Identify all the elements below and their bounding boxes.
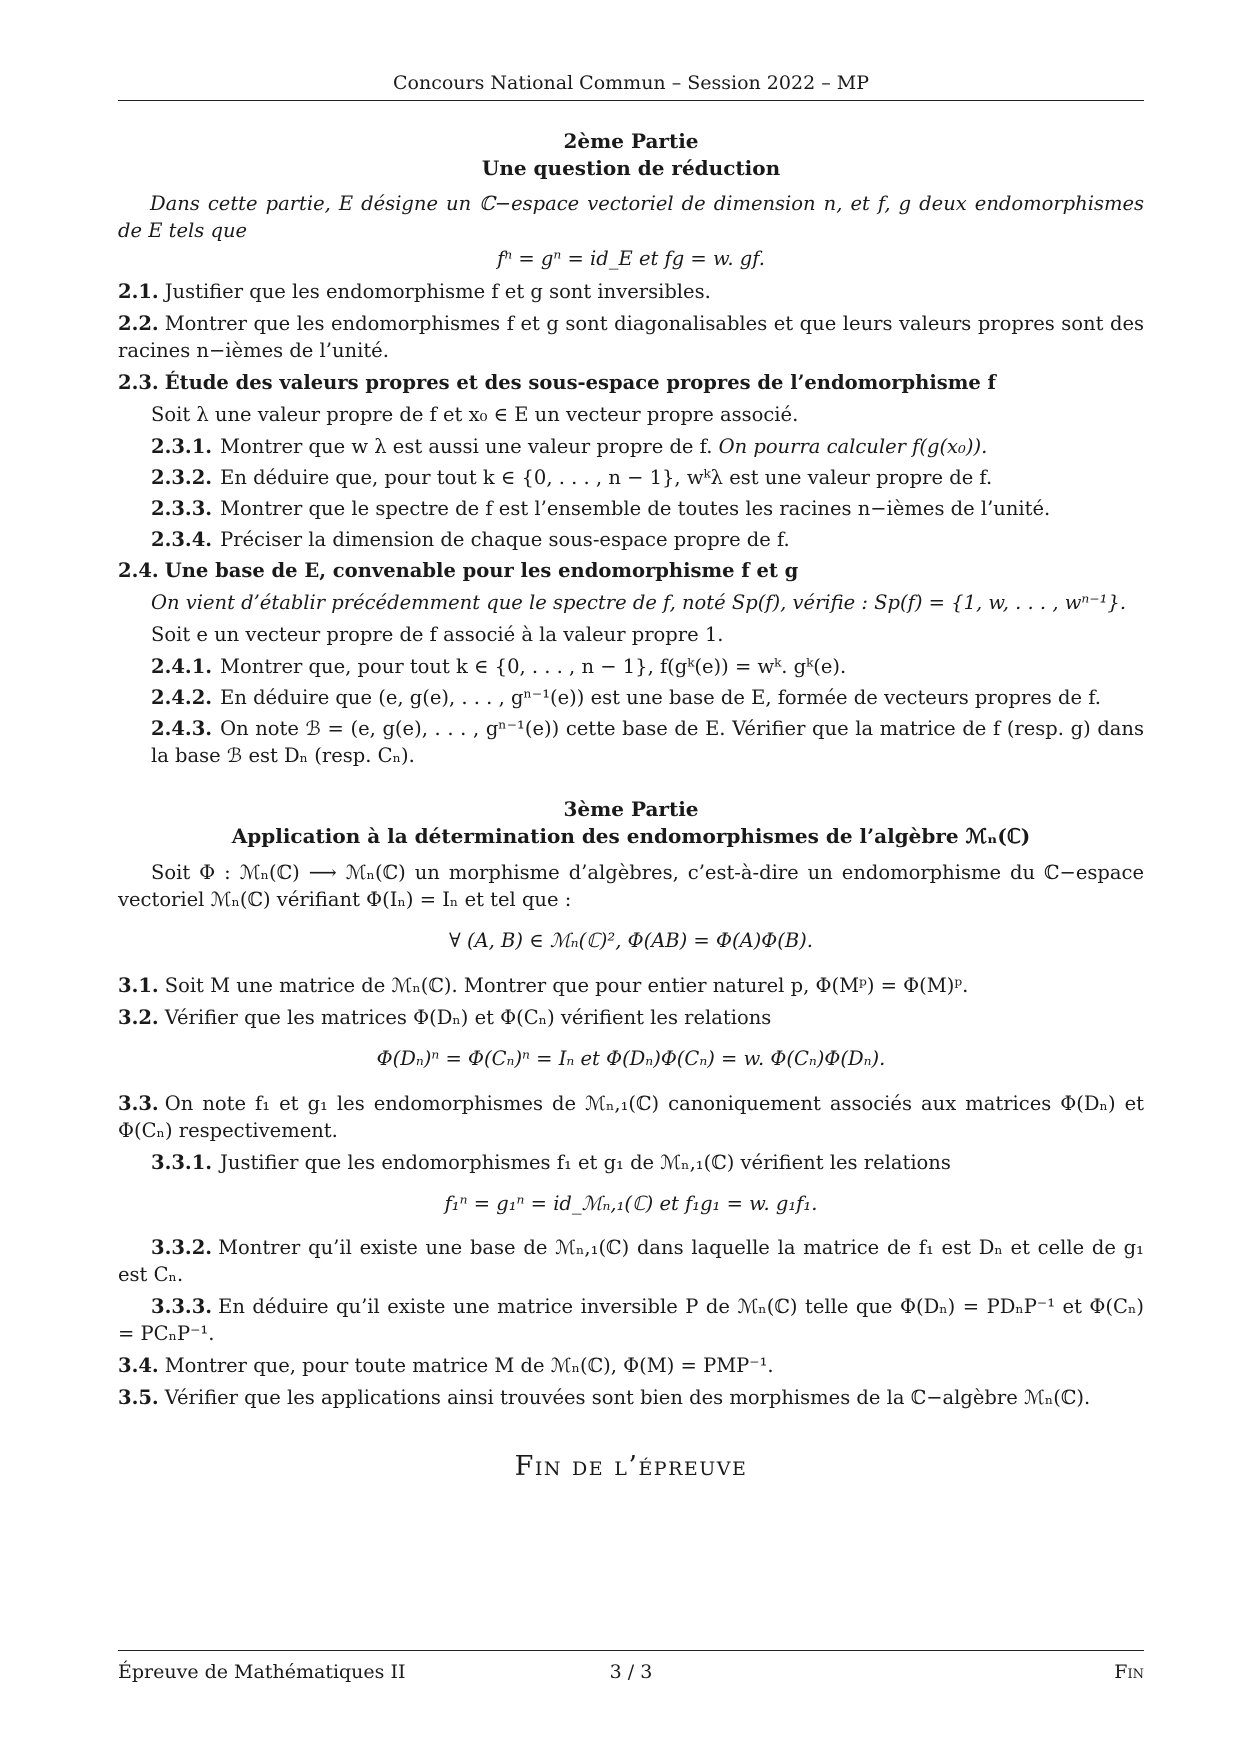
question-3-3-1 bbox=[118, 1150, 1144, 1177]
question-number: 3.3.3. bbox=[151, 1295, 213, 1319]
question-text: Justifier que les endomorphisme f et g sont inversibles. bbox=[164, 280, 711, 304]
question-3-3-1-equation: f₁ⁿ = g₁ⁿ = id_ℳₙ,₁(ℂ) et f₁g₁ = w. g₁f₁. bbox=[444, 1191, 818, 1215]
question-2-3 bbox=[118, 370, 1144, 397]
question-3-5 bbox=[118, 1385, 1144, 1412]
question-number: 3.2. bbox=[118, 1006, 159, 1030]
question-2-4-lead-italic: On vient d’établir précédemment que le spectre de f, noté Sp(f), vérifie : Sp(f) = {1, w, . . . , wⁿ⁻¹}. bbox=[151, 591, 1127, 615]
question-number: 3.4. bbox=[118, 1354, 159, 1378]
question-2-3-4 bbox=[118, 527, 1144, 554]
question-2-4-2 bbox=[118, 685, 1144, 712]
question-text: En déduire qu’il existe une matrice inversible P de ℳₙ(ℂ) telle que Φ(Dₙ) = PDₙP⁻¹ et Φ(Cₙ) = PCₙP⁻¹. bbox=[118, 1295, 1144, 1346]
question-3-4 bbox=[118, 1353, 1144, 1380]
page-footer bbox=[118, 1650, 1144, 1685]
question-3-3-2 bbox=[118, 1235, 1144, 1289]
question-text: Vérifier que les matrices Φ(Dₙ) et Φ(Cₙ) vérifient les relations bbox=[164, 1006, 772, 1030]
question-2-4-lead: Soit e un vecteur propre de f associé à la valeur propre 1. bbox=[151, 623, 724, 647]
question-number: 2.2. bbox=[118, 312, 159, 336]
part3-intro: Soit Φ : ℳₙ(ℂ) ⟶ ℳₙ(ℂ) un morphisme d’algèbres, c’est-à-dire un endomorphisme du ℂ−espace vectoriel ℳₙ(ℂ) vérifiant Φ(Iₙ) = Iₙ et tel que : bbox=[118, 861, 1144, 912]
question-text: Montrer qu’il existe une base de ℳₙ,₁(ℂ) dans laquelle la matrice de f₁ est Dₙ et celle de g₁ est Cₙ. bbox=[118, 1236, 1144, 1287]
question-hint: On pourra calculer f(g(x₀)). bbox=[718, 434, 988, 458]
question-2-3-1 bbox=[118, 434, 1144, 461]
part2-intro: Dans cette partie, E désigne un ℂ−espace vectoriel de dimension n, et f, g deux endomorphismes de E tels que bbox=[118, 191, 1144, 242]
question-2-3-lead: Soit λ une valeur propre de f et x₀ ∈ E un vecteur propre associé. bbox=[151, 402, 799, 426]
question-text: Montrer que les endomorphismes f et g sont diagonalisables et que leurs valeurs propres sont des racines n−ièmes de l’unité. bbox=[118, 312, 1144, 363]
question-number: 2.3.3. bbox=[151, 496, 213, 520]
question-number: 2.3. bbox=[118, 371, 159, 395]
question-text: On note ℬ = (e, g(e), . . . , gⁿ⁻¹(e)) cette base de E. Vérifier que la matrice de f (resp. g) dans la base ℬ est Dₙ (resp. Cₙ). bbox=[151, 717, 1144, 767]
question-text: Vérifier que les applications ainsi trouvées sont bien des morphismes de la ℂ−algèbre ℳₙ(ℂ). bbox=[164, 1386, 1091, 1409]
part2-heading: 2ème Partie bbox=[563, 129, 699, 153]
question-number: 3.3. bbox=[118, 1091, 159, 1115]
question-number: 2.4.2. bbox=[151, 686, 213, 710]
question-text: Montrer que, pour toute matrice M de ℳₙ(ℂ), Φ(M) = PMP⁻¹. bbox=[164, 1354, 774, 1378]
question-number: 2.4. bbox=[118, 559, 159, 583]
question-2-3-2 bbox=[118, 465, 1144, 492]
question-3-3-3 bbox=[118, 1294, 1144, 1348]
question-text: En déduire que (e, g(e), . . . , gⁿ⁻¹(e)) est une base de E, formée de vecteurs propres de f. bbox=[220, 686, 1101, 710]
question-text: On note f₁ et g₁ les endomorphismes de ℳₙ,₁(ℂ) canoniquement associés aux matrices Φ(Dₙ) et Φ(Cₙ) respectivement. bbox=[118, 1091, 1144, 1142]
question-title: Une base de E, convenable pour les endomorphisme f et g bbox=[164, 559, 799, 583]
page-content bbox=[118, 128, 1144, 1485]
question-number: 2.3.2. bbox=[151, 465, 213, 489]
question-3-2 bbox=[118, 1005, 1144, 1032]
question-text: Justifier que les endomorphismes f₁ et g₁ de ℳₙ,₁(ℂ) vérifient les relations bbox=[220, 1150, 951, 1174]
question-2-3-3 bbox=[118, 496, 1144, 523]
question-number: 3.3.1. bbox=[151, 1150, 213, 1174]
question-number: 2.4.3. bbox=[151, 717, 213, 740]
question-number: 2.1. bbox=[118, 280, 159, 304]
question-2-4-1 bbox=[118, 654, 1144, 681]
question-text: Montrer que w λ est aussi une valeur propre de f. bbox=[220, 434, 719, 458]
part2-equation: fⁿ = gⁿ = id_E et fg = w. gf. bbox=[497, 247, 765, 271]
question-2-4-3 bbox=[118, 716, 1144, 770]
part2-subtitle: Une question de réduction bbox=[481, 156, 781, 180]
question-number: 3.3.2. bbox=[151, 1236, 213, 1260]
question-3-3 bbox=[118, 1091, 1144, 1145]
question-text: Préciser la dimension de chaque sous-espace propre de f. bbox=[220, 527, 790, 551]
question-text: Soit M une matrice de ℳₙ(ℂ). Montrer que pour entier naturel p, Φ(Mᵖ) = Φ(M)ᵖ. bbox=[164, 974, 969, 998]
page-header: Concours National Commun – Session 2022 – MP bbox=[118, 70, 1144, 101]
question-2-1 bbox=[118, 279, 1144, 306]
footer-page-number: 3 / 3 bbox=[609, 1661, 653, 1683]
question-2-4 bbox=[118, 558, 1144, 585]
question-2-2 bbox=[118, 311, 1144, 365]
question-text: Montrer que le spectre de f est l’ensemble de toutes les racines n−ièmes de l’unité. bbox=[220, 496, 1051, 520]
question-text: Montrer que, pour tout k ∈ {0, . . . , n − 1}, f(gᵏ(e)) = wᵏ. gᵏ(e). bbox=[220, 655, 847, 679]
question-title: Étude des valeurs propres et des sous-espace propres de l’endomorphisme f bbox=[164, 371, 996, 395]
question-number: 3.5. bbox=[118, 1386, 159, 1409]
question-number: 2.3.1. bbox=[151, 434, 213, 458]
end-of-exam: Fin de l’épreuve bbox=[514, 1450, 748, 1482]
question-number: 2.4.1. bbox=[151, 655, 213, 679]
footer-subject: Épreuve de Mathématiques II bbox=[118, 1661, 406, 1683]
question-3-1 bbox=[118, 973, 1144, 1000]
question-3-2-equation: Φ(Dₙ)ⁿ = Φ(Cₙ)ⁿ = Iₙ et Φ(Dₙ)Φ(Cₙ) = w. Φ(Cₙ)Φ(Dₙ). bbox=[376, 1046, 886, 1070]
part3-equation: ∀ (A, B) ∈ ℳₙ(ℂ)², Φ(AB) = Φ(A)Φ(B). bbox=[449, 929, 813, 953]
footer-end-mark: Fin bbox=[1114, 1661, 1144, 1683]
question-number: 3.1. bbox=[118, 974, 159, 998]
question-text: En déduire que, pour tout k ∈ {0, . . . , n − 1}, wᵏλ est une valeur propre de f. bbox=[220, 465, 993, 489]
part3-heading: 3ème Partie bbox=[563, 796, 699, 821]
exam-page bbox=[118, 0, 1144, 1754]
question-number: 2.3.4. bbox=[151, 527, 213, 551]
part3-subtitle: Application à la détermination des endomorphismes de l’algèbre ℳₙ(ℂ) bbox=[231, 823, 1031, 848]
